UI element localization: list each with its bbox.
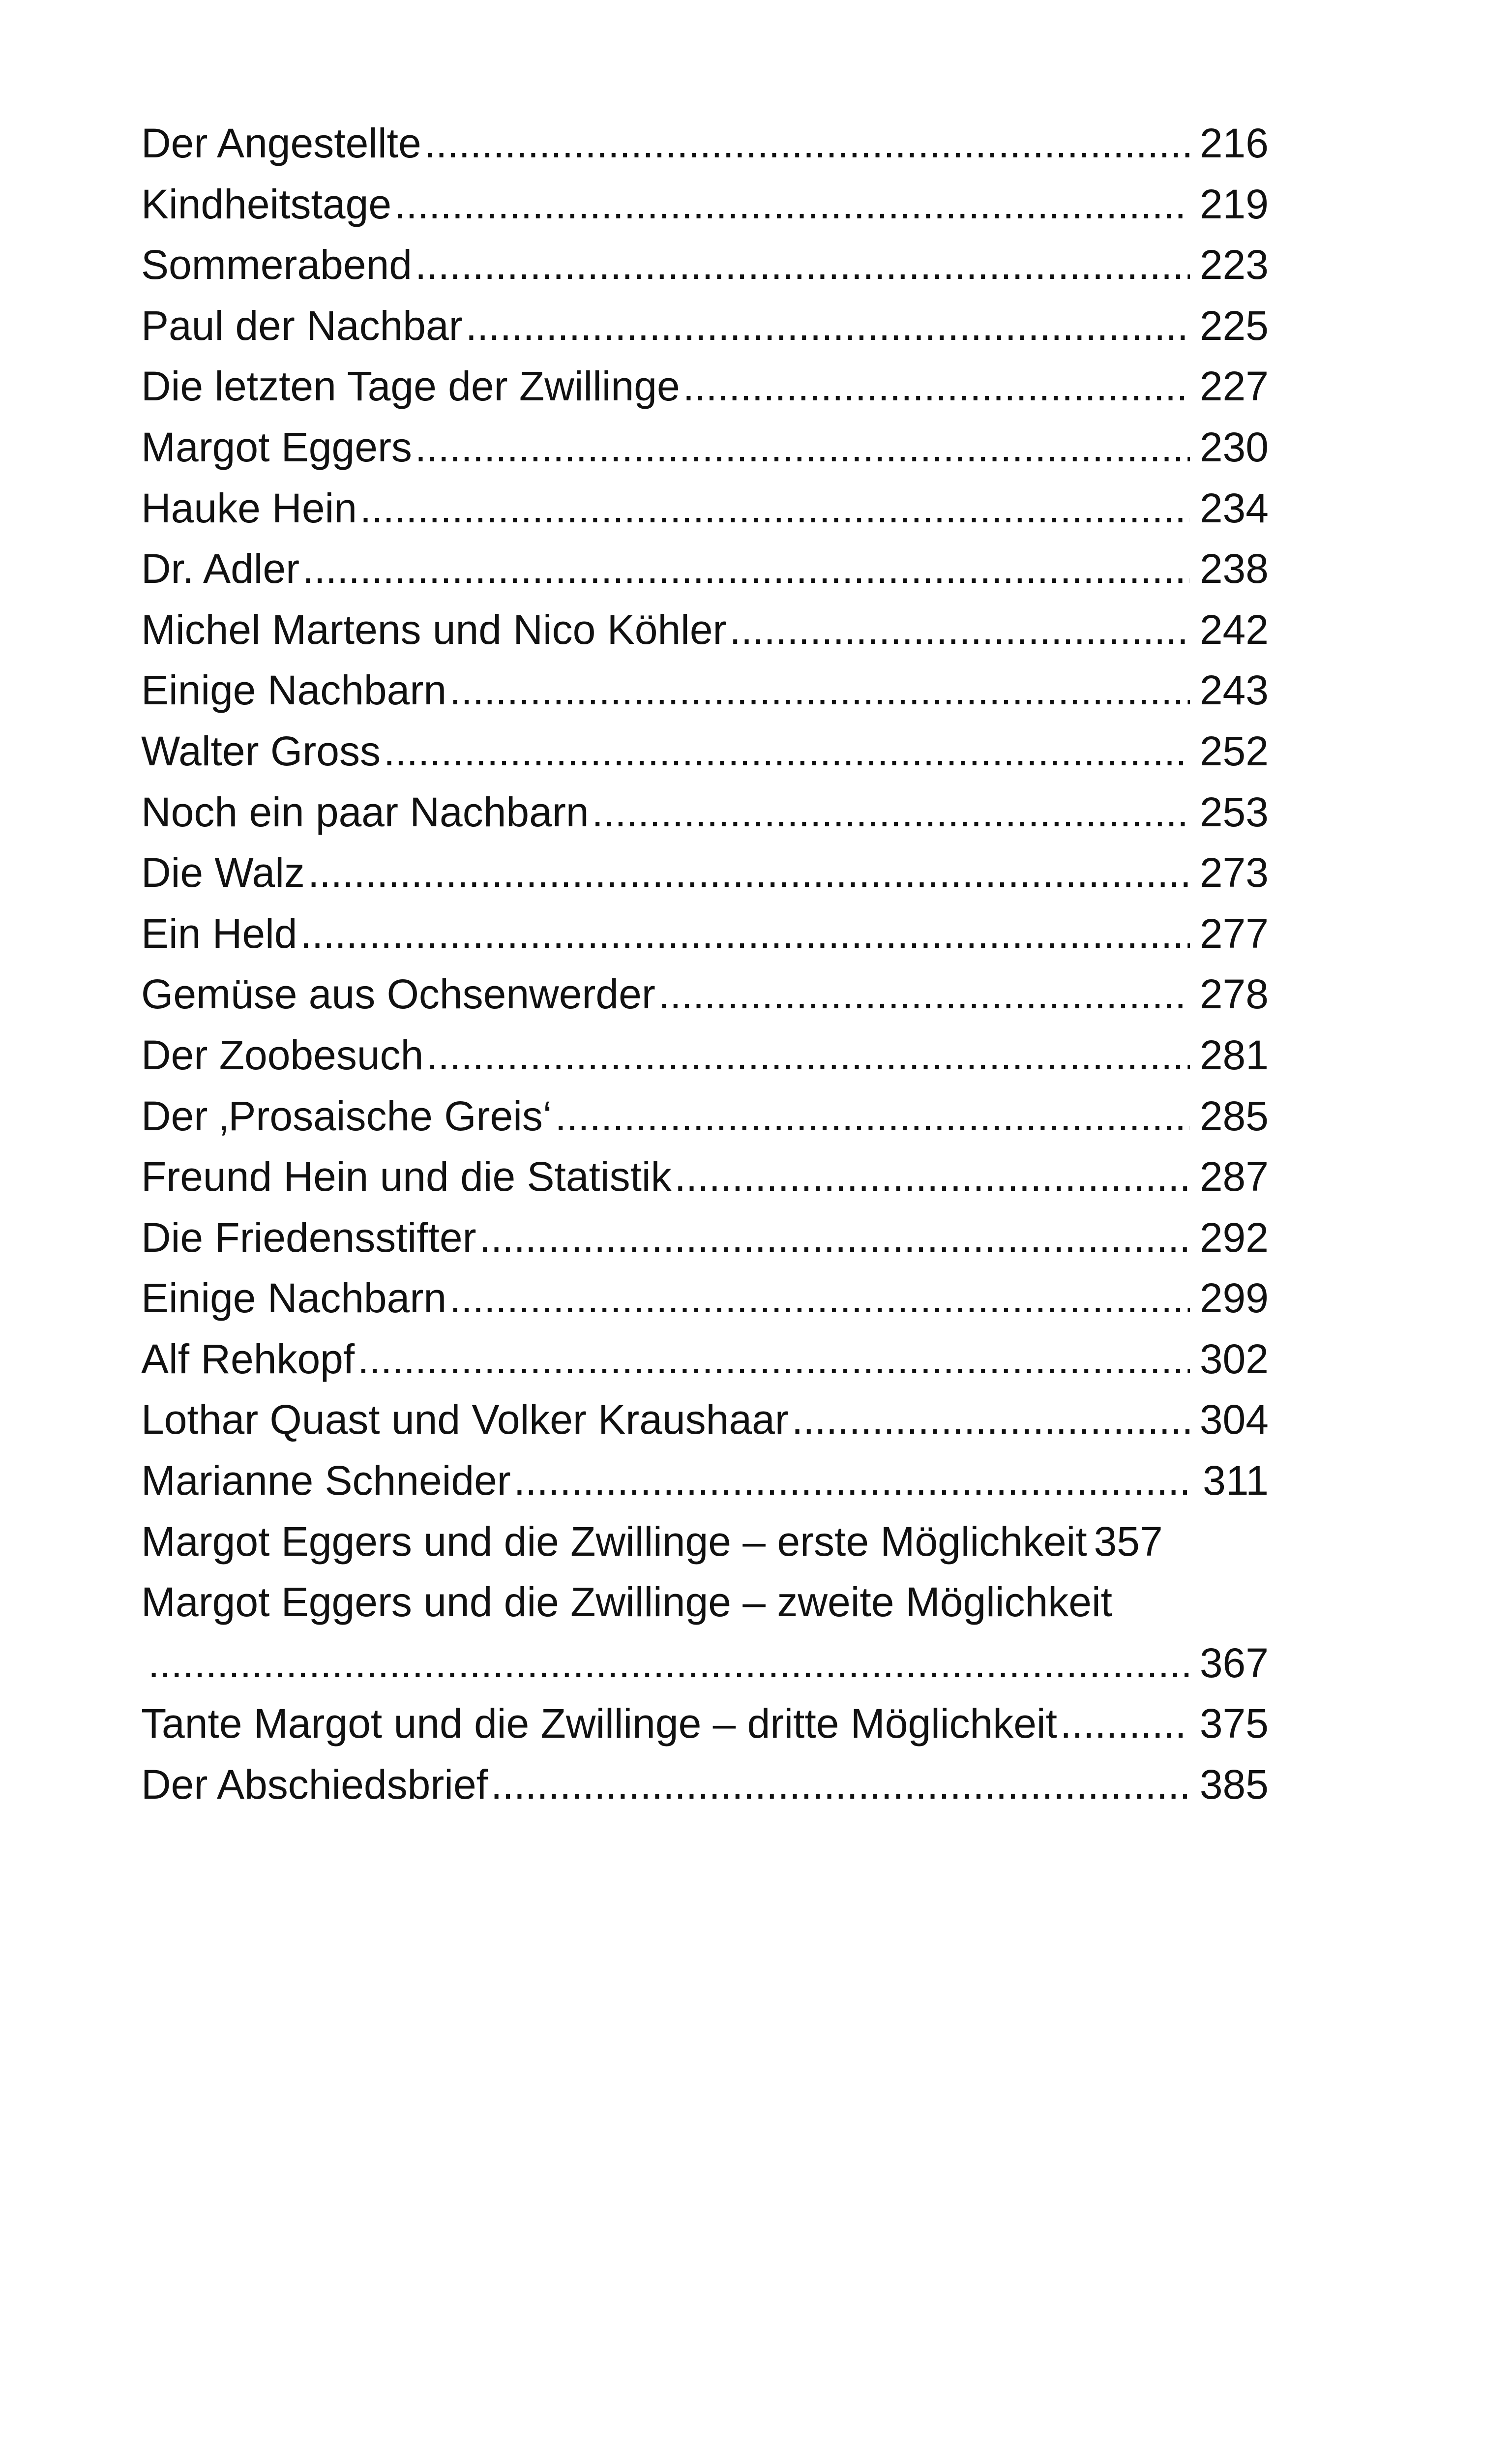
toc-entry-page: 223 bbox=[1199, 241, 1269, 288]
toc-entry bbox=[141, 1025, 1269, 1086]
toc-entry-title: Der Angestellte bbox=[141, 120, 421, 166]
toc-entry-page: 216 bbox=[1199, 120, 1269, 166]
toc-dot-leader bbox=[792, 1389, 1190, 1450]
toc-entry-page: 225 bbox=[1199, 302, 1269, 349]
toc-entry bbox=[141, 1329, 1269, 1390]
toc-dot-leader bbox=[360, 478, 1190, 539]
toc-dot-leader bbox=[730, 600, 1190, 661]
toc-entry-continuation bbox=[141, 1633, 1269, 1694]
toc-entry bbox=[141, 1450, 1269, 1511]
toc-entry-page: 273 bbox=[1199, 849, 1269, 896]
toc-entry bbox=[141, 843, 1269, 904]
toc-entry-title: Ein Held bbox=[141, 910, 297, 957]
toc-entry bbox=[141, 478, 1269, 539]
toc-entry-page: 304 bbox=[1199, 1396, 1269, 1443]
toc-entry-title: Kindheitstage bbox=[141, 181, 392, 227]
toc-entry-page: 287 bbox=[1199, 1153, 1269, 1200]
toc-entry bbox=[141, 1389, 1269, 1450]
toc-entry-page: 253 bbox=[1199, 788, 1269, 835]
toc-entry-page: 311 bbox=[1203, 1457, 1269, 1504]
toc-entry-title: Noch ein paar Nachbarn bbox=[141, 788, 589, 835]
toc-entry-title: Margot Eggers bbox=[141, 423, 412, 470]
toc-entry-title: Tante Margot und die Zwillinge – dritte Möglichkeit bbox=[141, 1700, 1057, 1747]
toc-entry-page: 302 bbox=[1199, 1335, 1269, 1382]
toc-dot-leader bbox=[555, 1086, 1190, 1147]
toc-dot-leader bbox=[658, 964, 1190, 1025]
toc-entry bbox=[141, 964, 1269, 1025]
toc-entry bbox=[141, 1146, 1269, 1207]
toc-entry-title: Paul der Nachbar bbox=[141, 302, 463, 349]
toc-entry-title: Freund Hein und die Statistik bbox=[141, 1153, 672, 1200]
toc-dot-leader bbox=[415, 235, 1190, 296]
toc-entry-page: 242 bbox=[1199, 606, 1269, 653]
toc-entry bbox=[141, 782, 1269, 843]
toc-dot-leader bbox=[415, 417, 1190, 478]
toc-entry-title: Margot Eggers und die Zwillinge – erste Möglichkeit bbox=[141, 1518, 1087, 1565]
toc-entry-page: 234 bbox=[1199, 484, 1269, 531]
toc-dot-leader bbox=[394, 174, 1190, 235]
toc-entry-page: 357 bbox=[1094, 1518, 1163, 1565]
toc-dot-leader bbox=[426, 1025, 1190, 1086]
toc-dot-leader bbox=[302, 539, 1190, 600]
toc-entry-page: 292 bbox=[1199, 1214, 1269, 1261]
toc-entry bbox=[141, 1268, 1269, 1329]
toc-entry-title: Gemüse aus Ochsenwerder bbox=[141, 971, 655, 1018]
toc-entry-title: Margot Eggers und die Zwillinge – zweite Möglichkeit bbox=[141, 1579, 1112, 1626]
toc-entry-title: Der Abschiedsbrief bbox=[141, 1761, 488, 1808]
toc-entry-page: 278 bbox=[1199, 971, 1269, 1018]
toc-entry bbox=[141, 1754, 1269, 1815]
toc-entry bbox=[141, 1511, 1269, 1572]
toc-entry-title: Einige Nachbarn bbox=[141, 667, 447, 714]
toc-entry-title: Hauke Hein bbox=[141, 484, 357, 531]
toc-entry bbox=[141, 721, 1269, 782]
toc-entry-title: Einige Nachbarn bbox=[141, 1275, 447, 1322]
toc-entry bbox=[141, 1207, 1269, 1268]
toc-entry bbox=[141, 174, 1269, 235]
toc-entry bbox=[141, 1693, 1269, 1754]
toc-dot-leader bbox=[308, 843, 1190, 904]
toc-entry bbox=[141, 356, 1269, 417]
toc-dot-leader bbox=[491, 1754, 1190, 1815]
toc-entry-page: 238 bbox=[1199, 545, 1269, 592]
toc-entry-title: Die Friedensstifter bbox=[141, 1214, 476, 1261]
toc-entry bbox=[141, 1086, 1269, 1147]
toc-entry-title: Dr. Adler bbox=[141, 545, 300, 592]
toc-entry bbox=[141, 539, 1269, 600]
toc-entry-page: 285 bbox=[1199, 1092, 1269, 1139]
toc-entry-page: 277 bbox=[1199, 910, 1269, 957]
toc-entry-title: Der Zoobesuch bbox=[141, 1031, 424, 1078]
toc-entry bbox=[141, 113, 1269, 174]
toc-entry-page: 243 bbox=[1199, 667, 1269, 714]
toc-entry bbox=[141, 417, 1269, 478]
toc-entry bbox=[141, 600, 1269, 661]
toc-dot-leader bbox=[514, 1450, 1193, 1511]
toc-entry-title: Walter Gross bbox=[141, 727, 381, 774]
toc-entry-page: 299 bbox=[1199, 1275, 1269, 1322]
toc-dot-leader bbox=[683, 356, 1190, 417]
toc-dot-leader bbox=[449, 1268, 1190, 1329]
toc-entry-title: Alf Rehkopf bbox=[141, 1335, 355, 1382]
toc-entry-title: Die Walz bbox=[141, 849, 305, 896]
toc-entry bbox=[141, 660, 1269, 721]
toc-dot-leader bbox=[675, 1146, 1190, 1207]
toc-entry-page: 219 bbox=[1199, 181, 1269, 227]
toc-entry-wrapped-title bbox=[141, 1572, 1269, 1633]
toc-dot-leader bbox=[466, 296, 1190, 357]
toc-entry-page: 281 bbox=[1199, 1031, 1269, 1078]
toc-dot-leader bbox=[592, 782, 1190, 843]
toc-dot-leader bbox=[148, 1633, 1190, 1694]
toc-dot-leader bbox=[424, 113, 1190, 174]
toc-entry-page: 230 bbox=[1199, 423, 1269, 470]
toc-dot-leader bbox=[479, 1207, 1190, 1268]
toc-dot-leader bbox=[449, 660, 1190, 721]
toc-entry-title: Michel Martens und Nico Köhler bbox=[141, 606, 727, 653]
toc-dot-leader bbox=[384, 721, 1190, 782]
toc-entry bbox=[141, 296, 1269, 357]
toc-entry bbox=[141, 904, 1269, 965]
toc-entry-page: 252 bbox=[1199, 727, 1269, 774]
toc-dot-leader bbox=[300, 904, 1190, 965]
toc-dot-leader bbox=[1060, 1693, 1190, 1754]
toc-entry-title: Die letzten Tage der Zwillinge bbox=[141, 363, 680, 410]
toc-entry-title: Sommerabend bbox=[141, 241, 412, 288]
toc-entry-title: Marianne Schneider bbox=[141, 1457, 511, 1504]
toc-entry-page: 375 bbox=[1199, 1700, 1269, 1747]
toc-entry-title: Der ‚Prosaische Greis‘ bbox=[141, 1092, 552, 1139]
toc-dot-leader bbox=[357, 1329, 1190, 1390]
toc-entry-page: 367 bbox=[1199, 1639, 1269, 1686]
toc-entry-page: 227 bbox=[1199, 363, 1269, 410]
toc-entry-title: Lothar Quast und Volker Kraushaar bbox=[141, 1396, 789, 1443]
toc-entry-page: 385 bbox=[1199, 1761, 1269, 1808]
toc-entry bbox=[141, 235, 1269, 296]
table-of-contents bbox=[141, 113, 1269, 1815]
